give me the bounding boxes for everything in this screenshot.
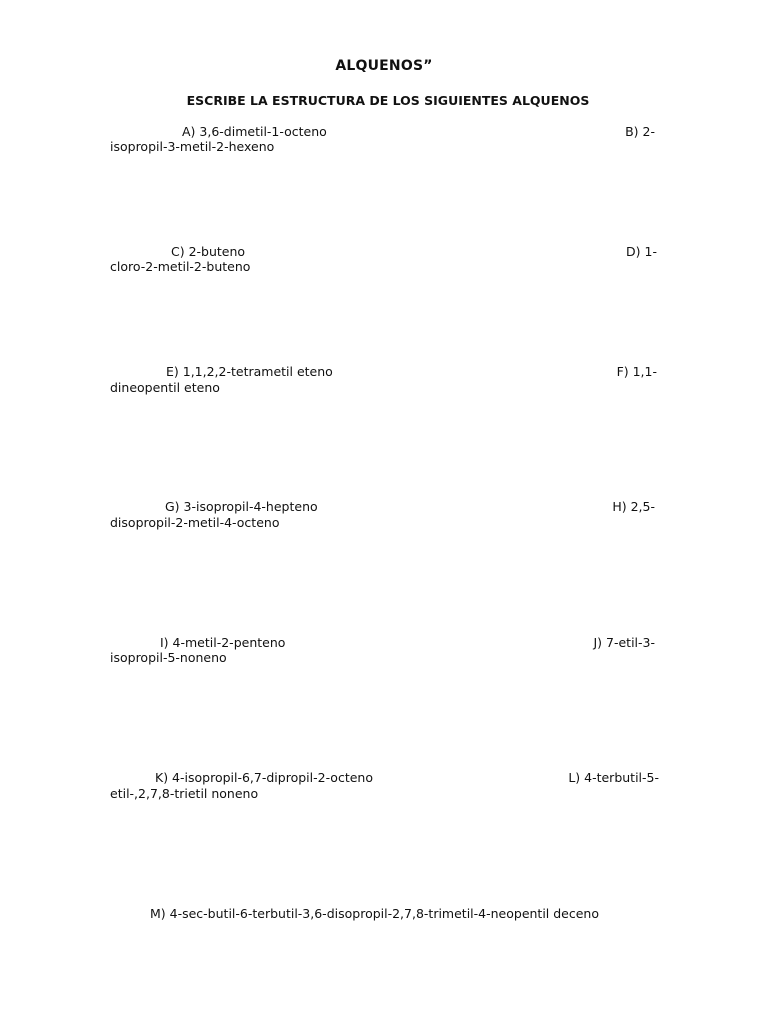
item-d: D) 1- bbox=[626, 244, 657, 259]
item-l-continuation: etil-,2,7,8-trietil noneno bbox=[110, 786, 259, 801]
item-j-continuation: isopropil-5-noneno bbox=[110, 650, 227, 665]
document-subtitle: ESCRIBE LA ESTRUCTURA DE LOS SIGUIENTES ALQUENOS bbox=[186, 93, 590, 108]
item-d-continuation: cloro-2-metil-2-buteno bbox=[110, 259, 251, 274]
item-b: B) 2- bbox=[625, 124, 655, 139]
item-b-continuation: isopropil-3-metil-2-hexeno bbox=[110, 139, 275, 154]
item-i: I) 4-metil-2-penteno bbox=[160, 635, 286, 650]
item-e: E) 1,1,2,2-tetrametil eteno bbox=[166, 364, 333, 379]
item-f: F) 1,1- bbox=[616, 364, 657, 379]
item-c: C) 2-buteno bbox=[171, 244, 246, 259]
item-f-continuation: dineopentil eteno bbox=[110, 380, 220, 395]
item-j: J) 7-etil-3- bbox=[593, 635, 655, 650]
item-m: M) 4-sec-butil-6-terbutil-3,6-disopropil-2,7,8-trimetil-4-neopentil deceno bbox=[150, 906, 600, 921]
item-k: K) 4-isopropil-6,7-dipropil-2-octeno bbox=[155, 770, 373, 785]
item-g: G) 3-isopropil-4-hepteno bbox=[165, 499, 318, 514]
document-title: ALQUENOS” bbox=[335, 58, 433, 74]
item-l: L) 4-terbutil-5- bbox=[568, 770, 659, 785]
item-h-continuation: disopropil-2-metil-4-octeno bbox=[110, 515, 280, 530]
item-h: H) 2,5- bbox=[612, 499, 655, 514]
item-a: A) 3,6-dimetil-1-octeno bbox=[182, 124, 327, 139]
